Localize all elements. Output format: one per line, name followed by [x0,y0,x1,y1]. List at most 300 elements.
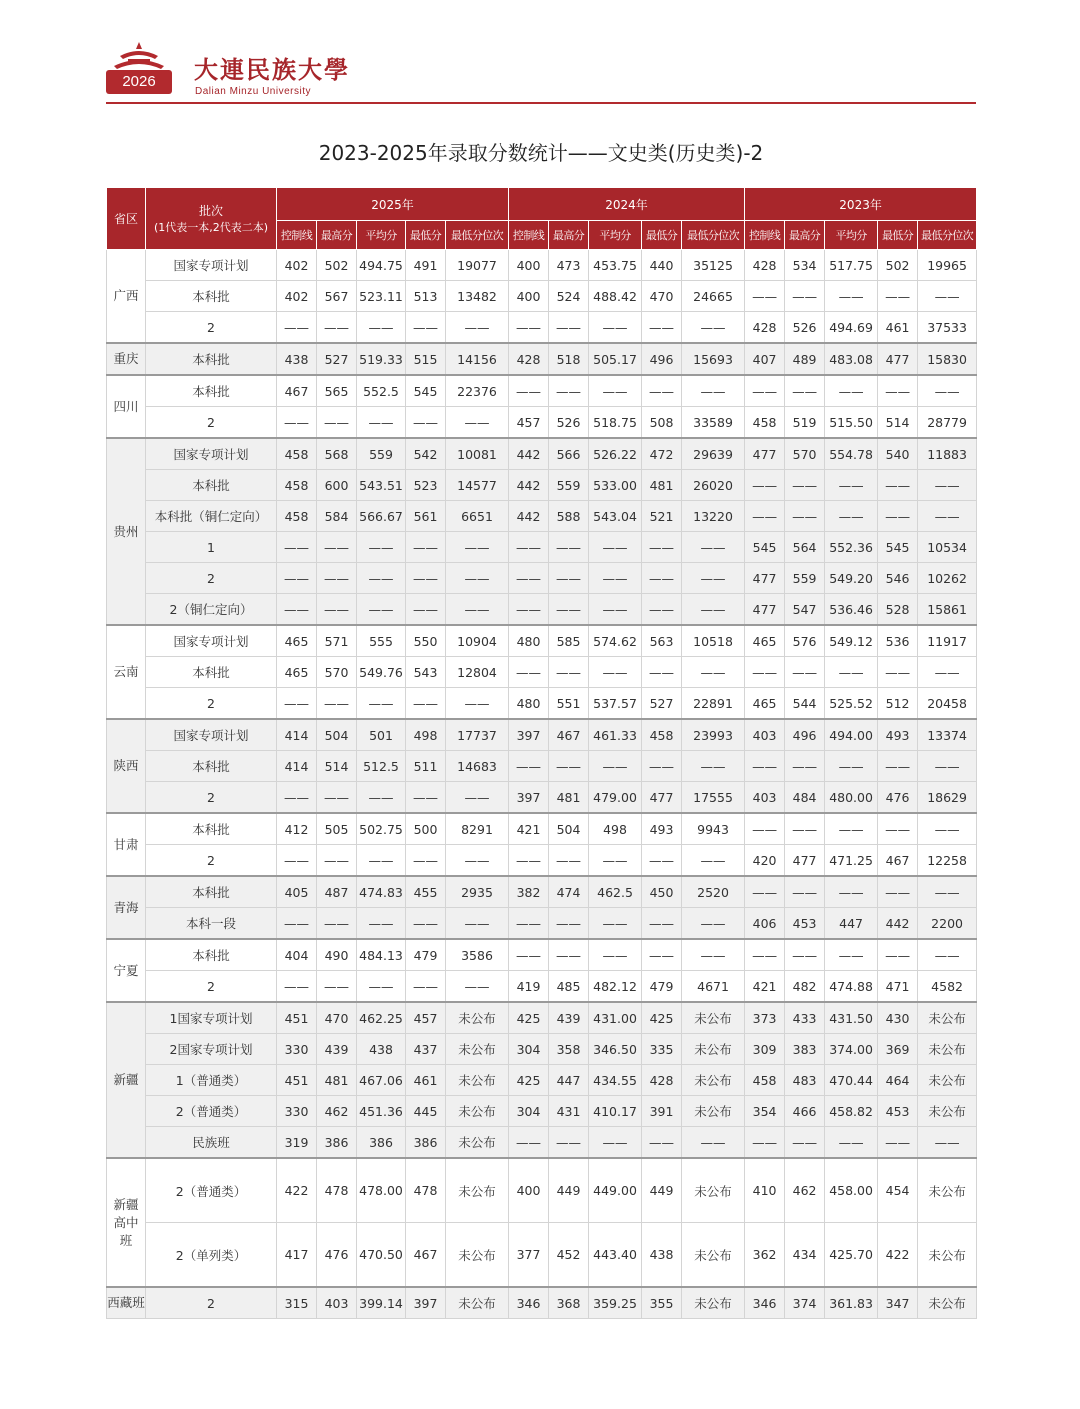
score-cell: —— [745,375,785,407]
score-cell: 501 [357,719,406,751]
score-cell: 422 [277,1158,317,1223]
score-cell: —— [406,845,446,877]
score-cell: 11917 [918,625,977,657]
score-cell: 437 [406,1034,446,1065]
page-header [106,40,976,106]
table-row [107,939,977,971]
table-row [107,501,977,532]
score-cell: —— [446,532,509,563]
score-cell: 474.83 [357,876,406,908]
table-row [107,1127,977,1159]
score-cell: 23993 [682,719,745,751]
score-cell: 309 [745,1034,785,1065]
score-cell: 551 [549,688,589,720]
score-cell: —— [317,532,357,563]
score-cell: —— [682,532,745,563]
score-cell: —— [357,971,406,1003]
score-cell: —— [317,782,357,814]
score-cell: —— [589,594,642,626]
score-cell: —— [642,657,682,688]
batch-cell: 1（普通类） [146,1065,277,1096]
table-row [107,532,977,563]
score-cell: 504 [549,813,589,845]
table-row [107,250,977,281]
score-cell: 467 [549,719,589,751]
batch-cell: 2 [146,688,277,720]
table-row [107,876,977,908]
score-cell: 359.25 [589,1287,642,1319]
score-cell: —— [446,908,509,940]
score-cell: 540 [878,438,918,470]
score-cell: 未公布 [446,1127,509,1159]
score-cell: 399.14 [357,1287,406,1319]
score-cell: 576 [785,625,825,657]
score-cell: —— [878,939,918,971]
score-cell: 527 [642,688,682,720]
score-cell: 346 [745,1287,785,1319]
score-cell: 8291 [446,813,509,845]
batch-cell: 本科批（铜仁定向） [146,501,277,532]
score-cell: 467 [406,1223,446,1288]
school-name-cn: 大連民族大學 [194,55,350,84]
batch-cell: 本科批 [146,813,277,845]
score-cell: 559 [785,563,825,594]
score-cell: —— [446,594,509,626]
score-cell: —— [509,312,549,344]
table-row [107,688,977,720]
score-cell: 552.5 [357,375,406,407]
score-cell: 397 [406,1287,446,1319]
score-cell: —— [357,594,406,626]
score-cell: 434 [785,1223,825,1288]
score-cell: 574.62 [589,625,642,657]
score-cell: 442 [509,438,549,470]
score-cell: 417 [277,1223,317,1288]
table-row [107,719,977,751]
score-cell: —— [825,657,878,688]
score-cell: —— [277,971,317,1003]
score-cell: 421 [509,813,549,845]
score-cell: 525.52 [825,688,878,720]
score-cell: 493 [878,719,918,751]
score-cell: —— [446,971,509,1003]
score-cell: —— [446,782,509,814]
score-cell: 536.46 [825,594,878,626]
score-cell: 543.04 [589,501,642,532]
score-cell: 425 [509,1002,549,1034]
score-cell: —— [918,876,977,908]
score-cell: —— [589,751,642,782]
score-cell: 458.00 [825,1158,878,1223]
score-cell: —— [549,375,589,407]
score-cell: 478 [317,1158,357,1223]
score-cell: —— [277,407,317,439]
score-cell: 439 [549,1002,589,1034]
score-cell: —— [406,908,446,940]
year-header-2024: 2024年 [509,188,745,221]
score-cell: 462.25 [357,1002,406,1034]
score-cell: 402 [277,281,317,312]
score-cell: 564 [785,532,825,563]
score-cell: 477 [745,594,785,626]
score-cell: 543 [406,657,446,688]
score-cell: 600 [317,470,357,501]
score-cell: 481 [642,470,682,501]
score-cell: 527 [317,343,357,375]
score-cell: 2200 [918,908,977,940]
batch-cell: 本科批 [146,657,277,688]
score-cell: 未公布 [682,1223,745,1288]
score-cell: —— [509,594,549,626]
score-cell: —— [745,1127,785,1159]
score-cell: 346.50 [589,1034,642,1065]
score-cell: 430 [878,1002,918,1034]
score-cell: 465 [277,657,317,688]
score-cell: —— [785,281,825,312]
score-cell: 458 [745,1065,785,1096]
score-cell: —— [549,563,589,594]
score-cell: 26020 [682,470,745,501]
score-cell: 22376 [446,375,509,407]
score-cell: —— [277,845,317,877]
score-cell: 11883 [918,438,977,470]
score-cell: —— [549,594,589,626]
score-cell: —— [446,688,509,720]
score-cell: 478 [406,1158,446,1223]
score-cell: 458 [277,438,317,470]
score-cell: 420 [745,845,785,877]
score-cell: —— [406,971,446,1003]
score-cell: 542 [406,438,446,470]
score-cell: —— [878,813,918,845]
score-cell: 493 [642,813,682,845]
score-cell: —— [509,1127,549,1159]
batch-cell: 民族班 [146,1127,277,1159]
score-cell: 474 [549,876,589,908]
table-row [107,1287,977,1319]
batch-cell: 2 [146,312,277,344]
score-cell: 474.88 [825,971,878,1003]
score-cell: 428 [642,1065,682,1096]
score-cell: 528 [878,594,918,626]
score-cell: 431.50 [825,1002,878,1034]
column-header: 最低分位次 [682,221,745,250]
score-cell: —— [317,908,357,940]
score-cell: —— [642,908,682,940]
score-cell: —— [825,1127,878,1159]
score-cell: —— [357,782,406,814]
score-cell: —— [406,688,446,720]
score-cell: —— [509,908,549,940]
batch-cell: 2 [146,845,277,877]
score-cell: —— [277,782,317,814]
score-cell: 545 [406,375,446,407]
score-cell: 410 [745,1158,785,1223]
score-cell: —— [509,532,549,563]
score-cell: 552.36 [825,532,878,563]
score-cell: —— [406,532,446,563]
score-cell: 549.76 [357,657,406,688]
score-cell: 494.69 [825,312,878,344]
score-cell: 382 [509,876,549,908]
province-cell: 陕西 [107,719,146,813]
score-cell: 17555 [682,782,745,814]
score-cell: 498 [406,719,446,751]
score-cell: 374 [785,1287,825,1319]
score-cell: 438 [277,343,317,375]
score-cell: 566 [549,438,589,470]
score-cell: 402 [277,250,317,281]
score-cell: —— [918,375,977,407]
score-cell: 549.12 [825,625,878,657]
score-cell: 6651 [446,501,509,532]
score-cell: 481 [317,1065,357,1096]
score-cell: —— [317,312,357,344]
table-row [107,470,977,501]
score-cell: 484 [785,782,825,814]
score-cell: 480.00 [825,782,878,814]
batch-header-label: 批次 [198,204,223,218]
score-cell: 20458 [918,688,977,720]
score-cell: 未公布 [918,1096,977,1127]
score-cell: 476 [317,1223,357,1288]
score-cell: 414 [277,751,317,782]
score-cell: 445 [406,1096,446,1127]
score-cell: 545 [878,532,918,563]
batch-cell: 本科批 [146,876,277,908]
score-cell: 24665 [682,281,745,312]
score-cell: 502 [317,250,357,281]
table-row [107,281,977,312]
score-cell: —— [642,939,682,971]
score-cell: —— [825,281,878,312]
batch-cell: 2 [146,1287,277,1319]
score-cell: —— [682,657,745,688]
column-header: 最低分位次 [446,221,509,250]
score-cell: 482.12 [589,971,642,1003]
score-cell: 566.67 [357,501,406,532]
score-cell: 517.75 [825,250,878,281]
score-cell: —— [549,751,589,782]
score-cell: 400 [509,281,549,312]
score-cell: 未公布 [918,1034,977,1065]
score-cell: 2520 [682,876,745,908]
column-header: 最高分 [785,221,825,250]
score-cell: 未公布 [446,1034,509,1065]
score-cell: 555 [357,625,406,657]
score-cell: 496 [785,719,825,751]
score-cell: 549.20 [825,563,878,594]
score-cell: 451 [277,1002,317,1034]
score-cell: 15693 [682,343,745,375]
score-cell: —— [589,375,642,407]
table-row [107,343,977,375]
batch-cell: 1国家专项计划 [146,1002,277,1034]
batch-cell: 1 [146,532,277,563]
score-cell: —— [642,375,682,407]
score-cell: 544 [785,688,825,720]
batch-cell: 2 [146,407,277,439]
score-cell: —— [918,657,977,688]
score-cell: —— [682,563,745,594]
score-cell: 496 [642,343,682,375]
score-cell: —— [745,470,785,501]
score-cell: 465 [745,688,785,720]
score-cell: 未公布 [446,1096,509,1127]
score-cell: 477 [785,845,825,877]
score-cell: —— [509,751,549,782]
score-cell: 489 [785,343,825,375]
province-cell: 云南 [107,625,146,719]
province-cell: 广西 [107,250,146,344]
score-cell: 442 [509,501,549,532]
score-cell: —— [682,312,745,344]
score-cell: 未公布 [682,1158,745,1223]
score-cell: 406 [745,908,785,940]
score-cell: 504 [317,719,357,751]
score-cell: 431 [549,1096,589,1127]
score-cell: 15861 [918,594,977,626]
school-name-en: Dalian Minzu University [195,86,311,97]
score-cell: —— [357,532,406,563]
score-cell: 488.42 [589,281,642,312]
score-cell: 458 [745,407,785,439]
score-cell: —— [682,375,745,407]
score-cell: 482 [785,971,825,1003]
score-cell: —— [642,845,682,877]
score-cell: —— [785,876,825,908]
score-cell: 未公布 [682,1287,745,1319]
score-cell: —— [406,407,446,439]
score-cell: 467 [878,845,918,877]
batch-cell: 本科批 [146,470,277,501]
table-row [107,813,977,845]
score-cell: 419 [509,971,549,1003]
score-cell: —— [589,939,642,971]
column-header: 控制线 [745,221,785,250]
score-cell: 512.5 [357,751,406,782]
score-cell: —— [446,407,509,439]
score-cell: 513 [406,281,446,312]
score-cell: 4671 [682,971,745,1003]
table-row [107,312,977,344]
score-cell: 462.5 [589,876,642,908]
score-cell: 3586 [446,939,509,971]
score-cell: 526 [549,407,589,439]
score-cell: —— [918,939,977,971]
batch-cell: 2（普通类） [146,1096,277,1127]
score-cell: 537.57 [589,688,642,720]
score-cell: 14577 [446,470,509,501]
table-row [107,1034,977,1065]
score-cell: 4582 [918,971,977,1003]
score-cell: 466 [785,1096,825,1127]
table-row [107,625,977,657]
score-cell: —— [878,1127,918,1159]
score-cell: 未公布 [918,1065,977,1096]
score-cell: —— [642,563,682,594]
score-cell: —— [446,563,509,594]
score-cell: 453 [878,1096,918,1127]
score-cell: 498 [589,813,642,845]
score-cell: 473 [549,250,589,281]
score-cell: 377 [509,1223,549,1288]
score-cell: 13374 [918,719,977,751]
score-cell: —— [918,813,977,845]
score-cell: 563 [642,625,682,657]
score-cell: —— [357,908,406,940]
column-header: 控制线 [509,221,549,250]
score-cell: 483 [785,1065,825,1096]
score-cell: —— [745,751,785,782]
score-cell: 458 [277,501,317,532]
score-cell: 374.00 [825,1034,878,1065]
score-cell: 585 [549,625,589,657]
score-cell: 514 [317,751,357,782]
score-cell: 433 [785,1002,825,1034]
score-cell: 未公布 [918,1002,977,1034]
score-cell: 33589 [682,407,745,439]
score-cell: 568 [317,438,357,470]
table-row [107,1065,977,1096]
score-cell: —— [277,908,317,940]
score-cell: 438 [642,1223,682,1288]
score-cell: —— [589,532,642,563]
score-cell: 未公布 [446,1287,509,1319]
score-cell: —— [918,281,977,312]
score-cell: 470 [642,281,682,312]
score-cell: 458 [642,719,682,751]
score-cell: 511 [406,751,446,782]
column-header: 最低分位次 [918,221,977,250]
batch-header [146,188,277,250]
score-cell: 490 [317,939,357,971]
score-cell: —— [317,971,357,1003]
score-cell: 476 [878,782,918,814]
score-cell: —— [357,563,406,594]
batch-cell: 本科批 [146,375,277,407]
score-cell: 22891 [682,688,745,720]
batch-cell: 2 [146,563,277,594]
score-cell: 29639 [682,438,745,470]
batch-cell: 国家专项计划 [146,719,277,751]
province-cell: 甘肃 [107,813,146,876]
score-cell: 400 [509,250,549,281]
score-cell: 404 [277,939,317,971]
score-cell: 未公布 [918,1287,977,1319]
score-cell: —— [317,563,357,594]
score-cell: —— [878,375,918,407]
score-cell: 453 [785,908,825,940]
score-cell: 425 [642,1002,682,1034]
score-cell: 477 [745,563,785,594]
score-cell: —— [642,1127,682,1159]
score-cell: —— [589,845,642,877]
score-cell: —— [357,845,406,877]
score-cell: —— [357,688,406,720]
score-cell: 383 [785,1034,825,1065]
score-cell: 588 [549,501,589,532]
score-cell: 330 [277,1034,317,1065]
score-cell: 505 [317,813,357,845]
score-cell: 518 [549,343,589,375]
score-cell: 434.55 [589,1065,642,1096]
score-cell: 470.50 [357,1223,406,1288]
batch-cell: 本科一段 [146,908,277,940]
score-cell: —— [277,532,317,563]
score-cell: —— [918,501,977,532]
table-row [107,1223,977,1288]
